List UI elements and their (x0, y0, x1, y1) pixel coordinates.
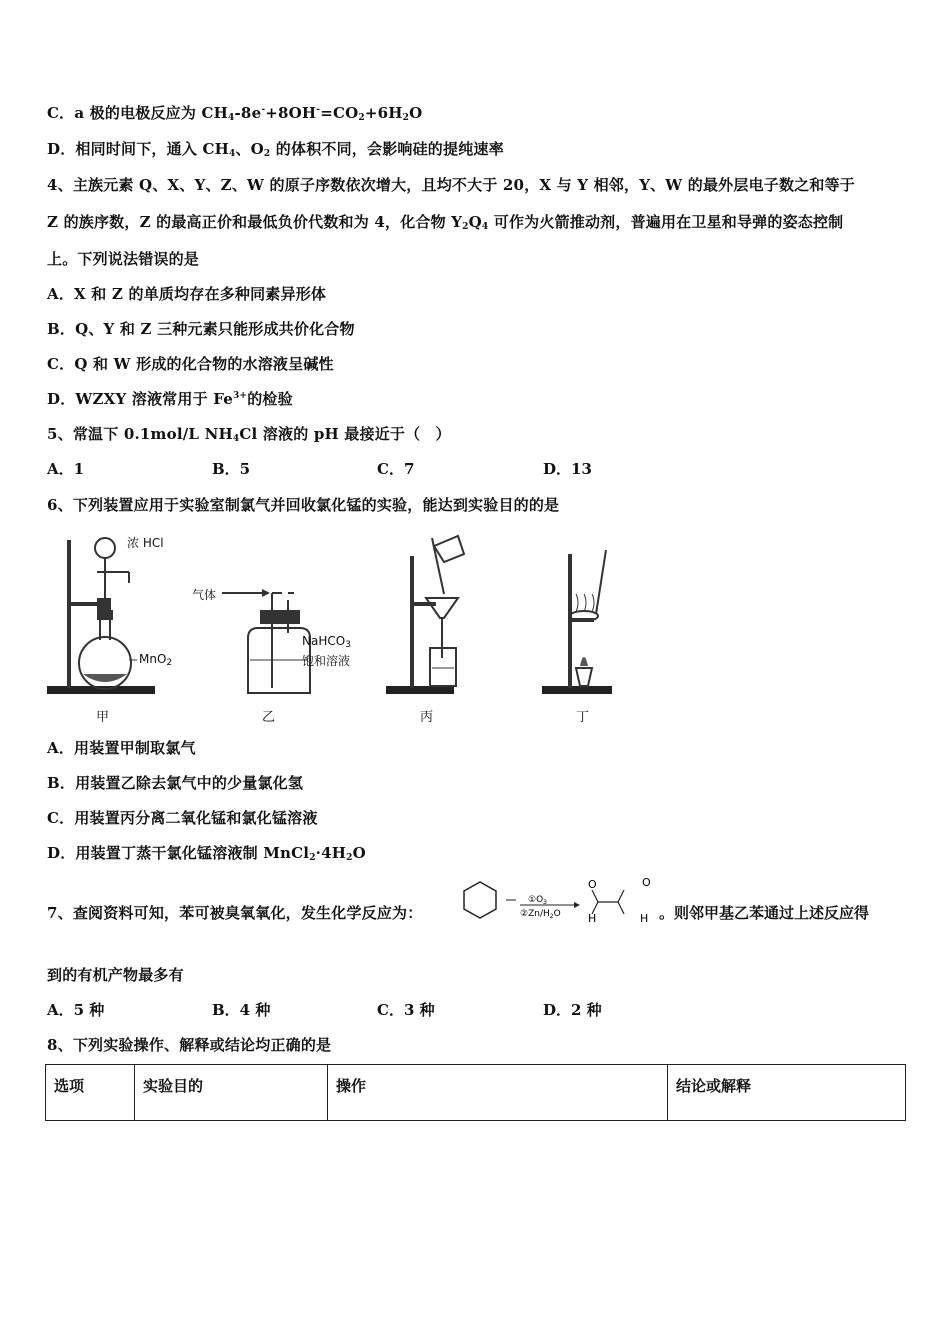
label-bing: 丙 (420, 710, 434, 725)
q5-option-a: A．1 (47, 460, 85, 478)
q3-option-d: D．相同时间下，通入 $CH_4$、$O_2$ 的体积不同，会影响硅的提纯速率 (47, 140, 504, 159)
benzene-ring (464, 882, 496, 918)
q6-option-c: C．用装置丙分离二氧化锰和氯化锰溶液 (47, 809, 318, 827)
q5-stem: 5、常温下 0.1mol/L $NH_4Cl$ 溶液的 pH 最接近于（ ） (47, 425, 451, 444)
header-operation: 操作 (328, 1065, 668, 1121)
q4-option-c: C．Q 和 W 形成的化合物的水溶液呈碱性 (47, 355, 334, 373)
q5-option-b: B．5 (212, 460, 251, 478)
q7-option-d: D．2 种 (543, 1001, 602, 1019)
reagent-step1: $①O_3$ (528, 895, 547, 906)
gas-label: 气体 (192, 588, 217, 602)
header-conclusion: 结论或解释 (668, 1065, 906, 1121)
q7-option-b: B．4 种 (212, 1001, 271, 1019)
q4-option-d: D．WZXY 溶液常用于 $Fe^{3+}$的检验 (47, 390, 293, 408)
q4-option-b: B．Q、Y 和 Z 三种元素只能形成共价化合物 (47, 320, 355, 338)
atom-h-left: H (588, 912, 597, 925)
header-option: 选项 (46, 1065, 135, 1121)
saturated-solution-label: 饱和溶液 (302, 654, 351, 668)
reagent-step2: ②Zn/$H_2O$ (520, 909, 561, 920)
apparatus-yi-figure (190, 528, 365, 703)
q7-stem-part2: 。则邻甲基乙苯通过上述反应得 (659, 904, 870, 922)
hcl-label: 浓 HCl (127, 536, 164, 550)
label-yi: 乙 (262, 710, 276, 725)
q6-option-a: A．用装置甲制取氯气 (47, 739, 196, 757)
q8-answer-table (45, 1064, 906, 1121)
nahco3-label: NaHCO$_3$ (302, 634, 351, 650)
q6-option-b: B．用装置乙除去氯气中的少量氯化氢 (47, 774, 304, 792)
q3-option-c: C．a 极的电极反应为 $CH_4-8e^-+8OH^-=CO_2+6H_2O$ (47, 104, 423, 123)
q8-stem: 8、下列实验操作、解释或结论均正确的是 (47, 1036, 332, 1054)
q6-option-d: D．用装置丁蒸干氯化锰溶液制 $MnCl_2\cdot 4H_2O$ (47, 844, 366, 863)
q7-stem-part1: 7、查阅资料可知，苯可被臭氧氧化，发生化学反应为： (47, 904, 423, 922)
q7-option-a: A．5 种 (47, 1001, 105, 1019)
q4-stem-line3: 上。下列说法错误的是 (47, 250, 200, 268)
q4-option-a: A．X 和 Z 的单质均存在多种同素异形体 (47, 285, 327, 303)
q7-option-c: C．3 种 (377, 1001, 435, 1019)
q5-option-c: C．7 (377, 460, 415, 478)
apparatus-jia-figure (45, 528, 173, 703)
table-header-row (46, 1065, 906, 1121)
apparatus-ding-figure (540, 528, 630, 703)
mno2-label: MnO$_2$ (139, 652, 173, 668)
q4-stem-line2: Z 的族序数，Z 的最高正价和最低负价代数和为 4，化合物 $Y_2Q_4$ 可作为火箭推动剂，普遍用在卫星和导弹的姿态控制 (47, 213, 844, 232)
header-purpose: 实验目的 (135, 1065, 328, 1121)
reaction-scheme (456, 876, 666, 930)
label-jia: 甲 (96, 710, 110, 725)
label-ding: 丁 (576, 710, 590, 725)
q5-option-d: D．13 (543, 460, 592, 478)
q7-stem-line2: 到的有机产物最多有 (47, 966, 184, 984)
q4-stem-line1: 4、主族元素 Q、X、Y、Z、W 的原子序数依次增大，且均不大于 20，X 与 Y 相邻，Y、W 的最外层电子数之和等于 (47, 176, 855, 194)
atom-h-right: H (640, 912, 649, 925)
atom-o-left: O (588, 878, 597, 891)
q6-stem: 6、下列装置应用于实验室制氯气并回收氯化锰的实验，能达到实验目的的是 (47, 496, 560, 514)
apparatus-bing-figure (384, 528, 474, 703)
atom-o-right: O (642, 876, 651, 889)
